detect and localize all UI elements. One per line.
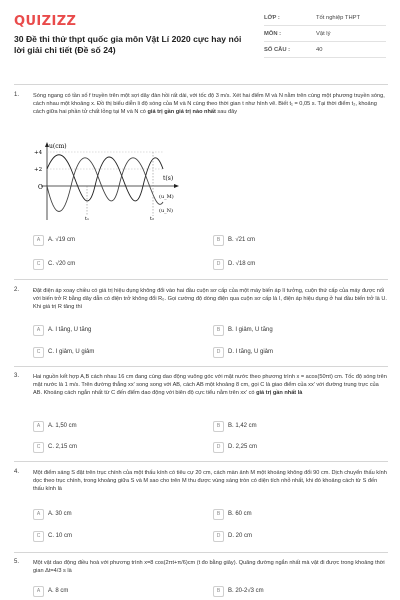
question-divider [14,552,388,553]
question-number: 5. [14,559,20,565]
option-text: B. 60 cm [228,511,252,517]
option-letter: C [33,259,44,270]
option-a[interactable] [33,507,211,521]
option-letter: C [33,442,44,453]
question-text: Một điểm sáng S đặt trên trục chính của một thấu kính có tiêu cự 20 cm, cách màn ảnh M một khoảng không đổi 90 cm. Dịch chuyển thấu kính dọc theo trục chính, trong khoảng giữa S và M sao cho trên M thu được vùng sáng tròn có diện tích nhỏ nhất, khi đó khoảng cách từ S đến thấu kính là [33,470,387,492]
meta-row-subject [264,28,386,42]
question-number: 1. [14,92,20,98]
document-title: 30 Đề thi thử thpt quốc gia môn Vật Lí 2020 cực hay nói lời giải chi tiết (Đề số 24) [14,34,242,55]
option-d[interactable] [213,529,391,543]
option-text: A. 8 cm [48,588,69,594]
option-text: B. √21 cm [228,237,255,243]
question-number: 2. [14,287,20,293]
option-text: C. √20 cm [48,261,76,267]
option-letter: B [213,421,224,432]
header [14,12,386,72]
option-text: B. 1,42 cm [228,423,257,429]
header-divider [14,84,388,85]
option-d[interactable] [213,345,391,359]
option-text: D. 20 cm [228,533,253,539]
class-value: Tốt nghiệp THPT [316,15,361,21]
option-d[interactable] [213,440,391,454]
x-axis-arrow [174,184,179,188]
option-b[interactable] [213,507,391,521]
subject-label: MÔN : [264,31,282,37]
option-letter: B [213,509,224,520]
option-letter: C [33,531,44,542]
option-c[interactable] [33,529,211,543]
question-divider [14,461,388,462]
option-b[interactable] [213,233,391,247]
wave-graph-svg [33,142,183,222]
option-letter: A [33,325,44,336]
meta-row-count [264,44,386,58]
option-c[interactable] [33,257,211,271]
question-text: Một vật dao động điều hoà với phương trình x=8 cos(2πt+π/6)cm (t đo bằng giây). Quãng đường ngắn nhất mà vật đi được trong khoảng thời gian Δt=4/3 s là [33,560,385,574]
y-axis-label: u(cm) [49,143,67,150]
option-letter: B [213,325,224,336]
wave-curve-n [47,158,163,212]
option-text: D. I tăng, U giảm [228,349,274,355]
option-letter: D [213,442,224,453]
option-d[interactable] [213,257,391,271]
curve-label-n: (u_N) [159,208,173,214]
meta-row-class [264,12,386,26]
option-text: A. 1,50 cm [48,423,77,429]
option-text: D. 2,25 cm [228,444,258,450]
option-text: B. I giảm, U tăng [228,327,273,333]
option-text: D. √18 cm [228,261,256,267]
question-text [33,92,388,116]
option-text: A. √19 cm [48,237,75,243]
option-a[interactable] [33,323,211,337]
option-b[interactable] [213,323,391,337]
question-emphasis: giá trị gần nhất là [256,390,303,396]
option-a[interactable] [33,233,211,247]
question-body: Sóng ngang có tần số f truyền trên một sợi dây đàn hồi rất dài, với tốc độ 3 m/s. Xét hai điểm M và N nằm trên cùng một phương truyền sóng, cách nhau một khoảng x. Đồ thị biểu diễn li độ sóng của M và N cùng theo thời gian t như hình vẽ. Biết t₁ = 0,05 s. Tại thời điểm t₂, khoảng cách giữa hai phần tử chất lỏng tại M và N có [33,93,385,115]
y-tick-plus4: +4 [34,150,43,156]
quizizz-logo[interactable]: QUIZIZZ [14,14,77,29]
question-tail: sau đây [217,109,237,115]
option-letter: D [213,531,224,542]
option-letter: D [213,347,224,358]
question-count-label: SỐ CÂU : [264,47,291,53]
meta-table [264,12,386,60]
question-text [33,373,388,397]
question-body: Hai nguồn kết hợp A,B cách nhau 16 cm đang cùng dao động vuông góc với mặt nước theo phương trình x = acos(50πt) cm. Tốc độ sóng trên mặt nước là 1 m/s. Trên đường thẳng xx' song song với AB, cách AB một khoảng 8 cm, gọi C là giao điểm của xx' với đường trung trực của AB. Khoảng cách ngắn nhất từ C đến điểm dao động với biên độ cực tiểu nằm trên xx' có [33,374,387,396]
option-letter: A [33,421,44,432]
question-text: Đặt điện áp xoay chiều có giá trị hiệu dụng không đổi vào hai đầu cuộn sơ cấp của một máy biến áp lí tưởng, cuộn thứ cấp của máy được nối với biến trở R bằng dây dẫn có điện trở không đổi R₀. Gọi cường độ dòng điện qua cuộn sơ cấp là I, điện áp hiệu dụng ở hai đầu biến trở là U. Khi giá trị R tăng thì [33,288,387,310]
option-b[interactable] [213,419,391,433]
wave-graph [33,142,183,222]
y-tick-plus2: +2 [34,167,43,173]
option-c[interactable] [33,345,211,359]
option-a[interactable] [33,419,211,433]
t2-label: t₂ [150,216,155,222]
question-divider [14,279,388,280]
option-letter: A [33,235,44,246]
option-letter: B [213,586,224,597]
option-text: B. 20-2√3 cm [228,588,264,594]
origin-label: O [38,184,43,191]
option-text: A. I tăng, U tăng [48,327,92,333]
option-text: C. 10 cm [48,533,73,539]
question-divider [14,366,388,367]
option-letter: A [33,509,44,520]
t1-label: t₁ [85,216,90,222]
option-b[interactable] [213,584,391,598]
option-letter: B [213,235,224,246]
option-text: C. I giảm, U giảm [48,349,95,355]
question-count-value: 40 [316,47,323,53]
option-letter: C [33,347,44,358]
x-axis-label: t(s) [163,175,174,182]
option-text: C. 2,15 cm [48,444,78,450]
question-emphasis: giá trị gần giá trị nào nhất [147,109,216,115]
option-c[interactable] [33,440,211,454]
question-number: 4. [14,469,20,475]
subject-value: Vật lý [316,31,331,37]
option-text: A. 30 cm [48,511,72,517]
option-a[interactable] [33,584,211,598]
curve-label-m: (u_M) [159,194,174,200]
option-letter: D [213,259,224,270]
question-number: 3. [14,373,20,379]
option-letter: A [33,586,44,597]
class-label: LỚP : [264,15,280,21]
